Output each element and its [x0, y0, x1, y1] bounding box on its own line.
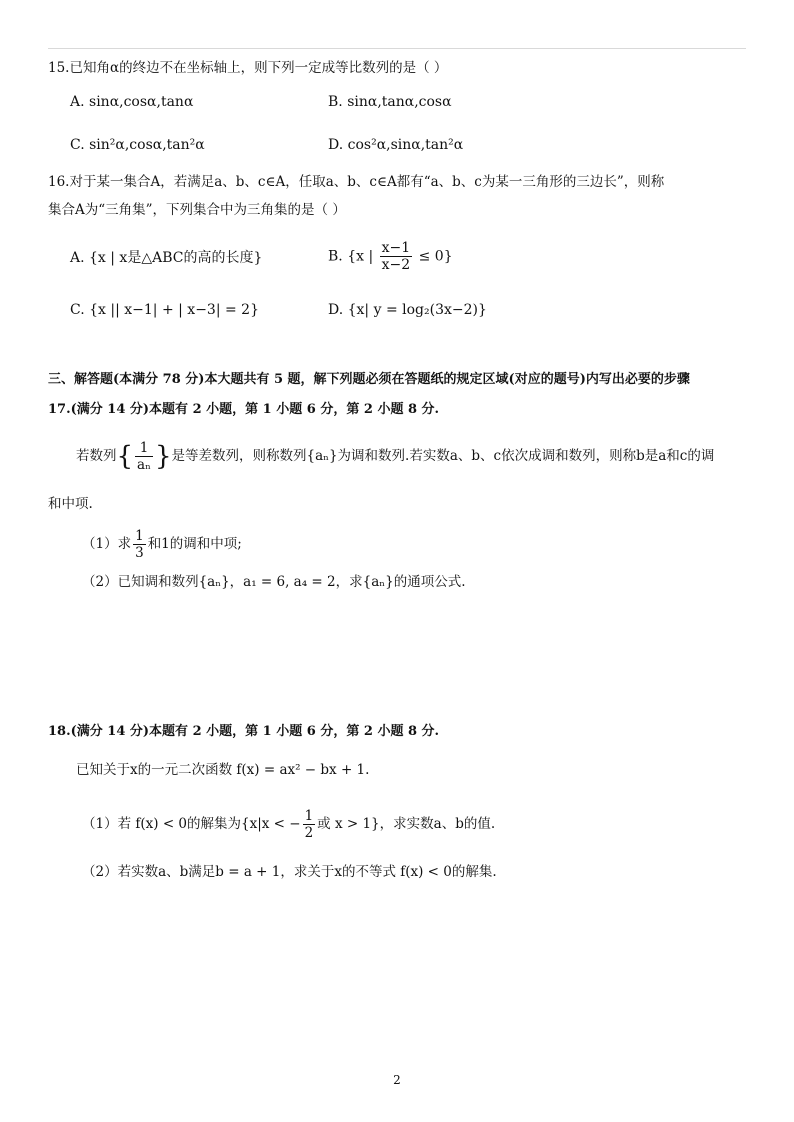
- section-3-heading: 三、解答题(本满分 78 分)本大题共有 5 题，解下列题必须在答题纸的规定区域(对应的题号)内写出必要的步骤: [48, 372, 690, 387]
- q17-text-pre: 若数列: [76, 448, 117, 464]
- page-number: 2: [393, 1073, 401, 1087]
- q17-right-brace: }: [154, 441, 172, 472]
- q16-option-b: [328, 240, 453, 273]
- q16-stem-line1: 16.对于某一集合A，若满足a、b、c∈A，任取a、b、c∈A都有“a、b、c为某一三角形的三边长”，则称: [48, 174, 665, 190]
- q15-option-b: B. sinα,tanα,cosα: [328, 94, 452, 110]
- q18-part1-numerator: 1: [304, 808, 314, 824]
- top-rule: [48, 48, 746, 49]
- q16-option-c: C. {x || x−1| + | x−3| = 2}: [70, 302, 259, 318]
- q16-option-b-pre: B. {x |: [328, 248, 374, 265]
- q17-fraction-numerator: 1: [135, 440, 153, 457]
- q17-part1: [82, 528, 242, 561]
- q17-part2: （2）已知调和数列{aₙ}，a₁ = 6, a₄ = 2，求{aₙ}的通项公式.: [82, 574, 466, 590]
- q18-text: 已知关于x的一元二次函数 f(x) = ax² − bx + 1.: [76, 762, 370, 778]
- q16-option-b-post: ≤ 0}: [418, 248, 453, 265]
- q18-part1-pre: （1）若 f(x) < 0的解集为{x|x < −: [82, 816, 301, 832]
- q18-part1-denominator: 2: [304, 825, 314, 841]
- q17-text-line1: [76, 440, 714, 473]
- q17-text-line2: 和中项.: [48, 496, 93, 512]
- q17-part1-numerator: 1: [135, 528, 144, 544]
- q16-option-b-numerator: x−1: [381, 240, 411, 256]
- q17-part1-fraction: [133, 528, 146, 561]
- q15-stem: 15.已知角α的终边不在坐标轴上，则下列一定成等比数列的是（ ）: [48, 60, 448, 76]
- q18-part2: （2）若实数a、b满足b = a + 1，求关于x的不等式 f(x) < 0的解集.: [82, 864, 497, 880]
- q17-heading: 17.(满分 14 分)本题有 2 小题，第 1 小题 6 分，第 2 小题 8 分.: [48, 402, 440, 417]
- q17-fraction: [135, 440, 153, 473]
- q17-fraction-denominator: aₙ: [137, 457, 151, 473]
- q15-option-d: D. cos²α,sinα,tan²α: [328, 137, 464, 153]
- q16-option-b-fraction: [380, 240, 413, 273]
- q18-part1-post: 或 x > 1}，求实数a、b的值.: [317, 816, 496, 832]
- q15-option-c: C. sin²α,cosα,tan²α: [70, 137, 205, 153]
- q17-part1-denominator: 3: [135, 545, 144, 561]
- q16-option-b-denominator: x−2: [381, 257, 411, 273]
- q18-part1-fraction: [303, 808, 316, 841]
- q17-part1-post: 和1的调和中项;: [147, 536, 242, 552]
- q18-heading: 18.(满分 14 分)本题有 2 小题，第 1 小题 6 分，第 2 小题 8 分.: [48, 724, 440, 739]
- q17-left-brace: {: [116, 441, 134, 472]
- q16-option-a: A. {x | x是△ABC的高的长度}: [70, 250, 263, 266]
- q16-option-d: D. {x| y = log₂(3x−2)}: [328, 302, 487, 318]
- q16-stem-line2: 集合A为“三角集”，下列集合中为三角集的是（ ）: [48, 202, 346, 218]
- q17-text-post: 是等差数列，则称数列{aₙ}为调和数列.若实数a、b、c依次成调和数列，则称b是a和c的调: [171, 448, 715, 464]
- q17-part1-pre: （1）求: [82, 536, 132, 552]
- q18-part1: [82, 808, 495, 841]
- q15-option-a: A. sinα,cosα,tanα: [70, 94, 194, 110]
